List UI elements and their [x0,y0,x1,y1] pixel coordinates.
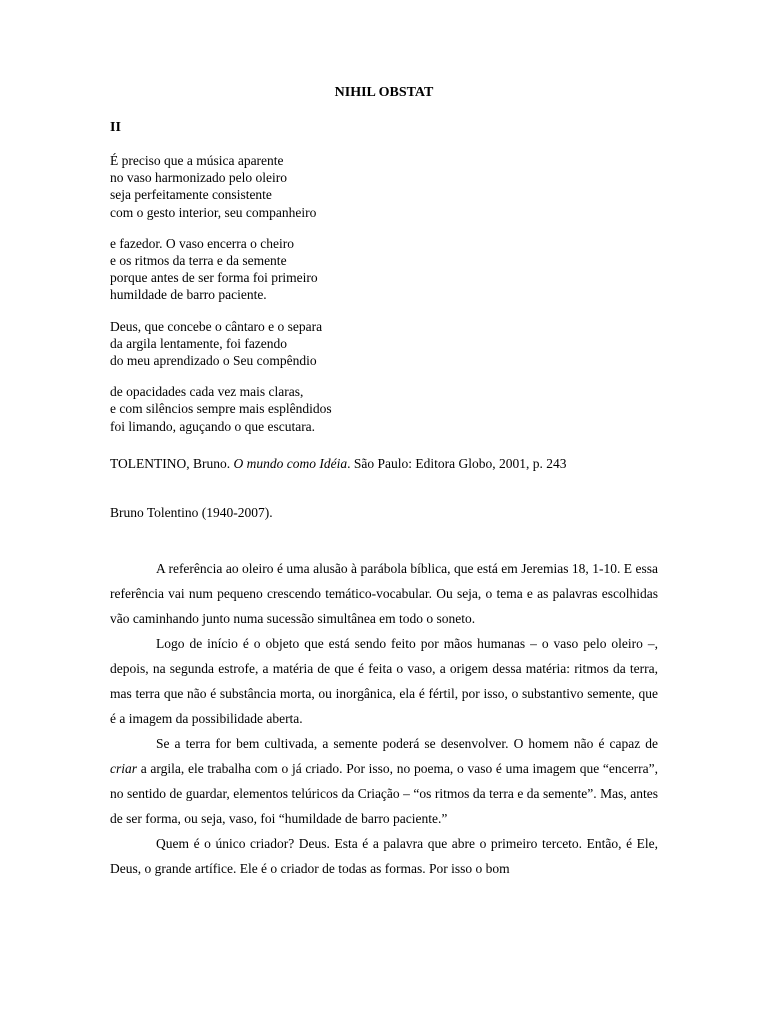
essay-body [110,556,658,881]
poem-line: de opacidades cada vez mais claras, [110,384,304,400]
poem-line: no vaso harmonizado pelo oleiro [110,170,287,186]
poem-stanza-4 [110,383,332,435]
essay-paragraph-4: Quem é o único criador? Deus. Esta é a palavra que abre o primeiro terceto. Então, é Ele, Deus, o grande artífice. Ele é o criador de todas as formas. Por isso o bom [110,836,658,876]
essay-paragraph-2: Logo de início é o objeto que está sendo feito por mãos humanas – o vaso pelo oleiro –, depois, na segunda estrofe, a matéria de que é feita o vaso, a origem dessa matéria: ritmos da terra, mas terra que não é substância morta, ou inorgânica, ela é fértil, por isso, o substantivo semente, que é a imagem da possibilidade aberta. [110,636,658,726]
poem-line: da argila lentamente, foi fazendo [110,335,288,351]
poem-line: e os ritmos da terra e da semente [110,253,287,269]
citation-suffix: . São Paulo: Editora Globo, 2001, p. 243 [347,456,567,471]
page-title: NIHIL OBSTAT [334,85,434,100]
poem-stanza-1 [110,152,332,221]
poem-line: com o gesto interior, seu companheiro [110,204,317,220]
poem-line: foi limando, aguçando o que escutara. [110,418,316,434]
poem-line: seja perfeitamente consistente [110,187,272,203]
citation-prefix: TOLENTINO, Bruno. [110,456,234,471]
poem-stanza-3 [110,318,332,370]
poem-stanza-2 [110,235,332,304]
poem-line: e fazedor. O vaso encerra o cheiro [110,235,295,251]
author-note: Bruno Tolentino (1940-2007). [110,505,273,520]
poem-line: É preciso que a música aparente [110,153,284,168]
poem [110,152,332,449]
essay-paragraph-3-end: a argila, ele trabalha com o já criado. Por isso, no poema, o vaso é uma imagem que “encerra”, no sentido de guardar, elementos telúricos da Criação – “os ritmos da terra e da semente”. Mas, antes de ser forma, ou seja, vaso, foi “humildade de barro paciente.” [110,761,658,826]
poem-line: do meu aprendizado o Seu compêndio [110,353,317,369]
essay-paragraph-1: A referência ao oleiro é uma alusão à parábola bíblica, que está em Jeremias 18, 1-10. E essa referência vai num pequeno crescendo temático-vocabular. Ou seja, o tema e as palavras escolhidas vão caminhando junto numa sucessão simultânea em todo o soneto. [110,561,658,626]
poem-line: humildade de barro paciente. [110,287,267,303]
essay-paragraph-3 [110,731,658,831]
citation-book-title: O mundo como Idéia [233,456,348,471]
essay-paragraph-3-start: Se a terra for bem cultivada, a semente poderá se desenvolver. O homem não é capaz de [156,736,658,751]
poem-line: porque antes de ser forma foi primeiro [110,270,318,286]
bibliographic-citation [110,456,566,472]
section-heading: II [110,120,121,135]
poem-line: Deus, que concebe o cântaro e o separa [110,318,323,334]
poem-line: e com silêncios sempre mais esplêndidos [110,401,332,417]
essay-emphasis-criar: criar [110,761,137,776]
